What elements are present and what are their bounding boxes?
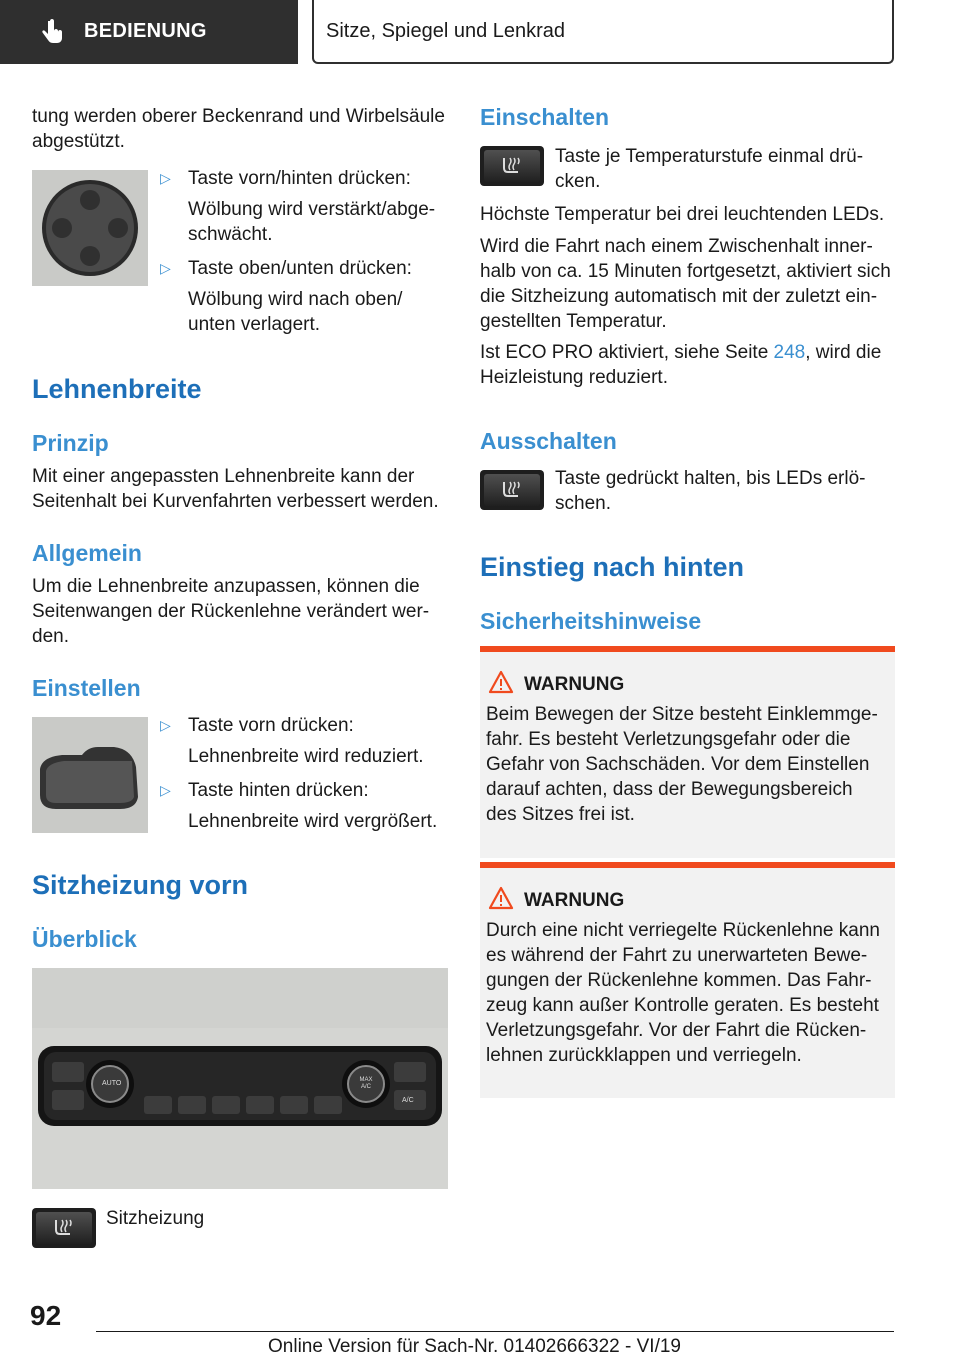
warning-text: Beim Bewegen der Sitze besteht Einklemmge-fahr. Es besteht Verletzungsgefahr oder die Gefahr von Sachschäden. Vor dem Einstellen darauf achten, dass der Bewegungsbereich des Sitzes frei ist. — [486, 704, 878, 825]
seat-heating-button-image — [480, 146, 544, 186]
warning-title: WARNUNG — [524, 674, 625, 695]
warning-text: Durch eine nicht verriegelte Rückenlehne kann es während der Fahrt zu unerwarteten Bewe-gungen der Rückenlehne kommen. Das Fahr-zeug kann außer Kontrolle geraten. Es besteht Verletzungsgefahr. Vor der Fahrt die Rücken-lehnen zurückklappen und verriegeln. — [486, 920, 880, 1066]
step-result: Lehnenbreite wird reduziert. — [188, 746, 424, 767]
seat-heating-button-image — [32, 1208, 96, 1248]
seat-heating-caption: Sitzheizung — [106, 1208, 205, 1229]
triangle-bullet-icon: ▷ — [160, 782, 171, 798]
step-action: Taste vorn drücken: — [188, 715, 354, 736]
step-action: Taste hinten drücken: — [188, 780, 369, 801]
lumbar-button-image — [32, 170, 148, 286]
page-link-248[interactable]: 248 — [773, 342, 806, 363]
intro-text: tung werden oberer Beckenrand und Wirbelsäule abgestützt. — [32, 106, 445, 152]
heading-einschalten: Einschalten — [480, 104, 610, 130]
allgemein-text: Um die Lehnenbreite anzupassen, können die Seitenwangen der Rückenlehne verändert wer-den. — [32, 576, 430, 647]
seat-heating-icon — [500, 480, 524, 500]
warning-triangle-icon — [488, 670, 514, 694]
seat-heating-icon — [500, 156, 524, 176]
eco-pro-text — [480, 340, 895, 390]
auto-resume-text: Wird die Fahrt nach einem Zwischenhalt inner-halb von ca. 15 Minuten fortgesetzt, aktiviert sich die Sitzheizung automatisch mit der zuletzt ein-gestellten Temperatur. — [480, 236, 891, 332]
warning-box-2 — [480, 862, 895, 1098]
lumbar-step-2 — [160, 256, 450, 337]
max-temp-text: Höchste Temperatur bei drei leuchtenden LEDs. — [480, 204, 885, 225]
step-action: Taste vorn/hinten drücken: — [188, 168, 411, 189]
triangle-bullet-icon: ▷ — [160, 717, 171, 733]
step-result: Wölbung wird verstärkt/abge-schwächt. — [188, 199, 436, 245]
heading-einstellen: Einstellen — [32, 675, 141, 701]
width-step-1 — [160, 713, 450, 769]
seat-heating-icon — [52, 1218, 76, 1238]
ac-label: A/C — [402, 1097, 414, 1104]
eco-pro-text-pre: Ist ECO PRO aktiviert, siehe Seite — [480, 342, 774, 363]
heading-lehnenbreite: Lehnenbreite — [32, 374, 202, 404]
triangle-bullet-icon: ▷ — [160, 260, 171, 276]
hand-pointer-icon — [38, 18, 66, 46]
seat-heating-button-image — [480, 470, 544, 510]
chapter-box — [312, 0, 894, 64]
step-result: Lehnenbreite wird vergrößert. — [188, 811, 438, 832]
prinzip-text: Mit einer angepassten Lehnenbreite kann der Seitenhalt bei Kurvenfahrten verbessert werden. — [32, 466, 439, 512]
step-action: Taste oben/unten drücken: — [188, 258, 412, 279]
warning-box-1 — [480, 646, 895, 858]
footer-divider — [96, 1331, 894, 1332]
einschalten-text: Taste je Temperaturstufe einmal drü-cken. — [555, 146, 864, 192]
footer-online-version: Online Version für Sach-Nr. 01402666322 - VI/19 — [268, 1336, 681, 1357]
heading-ueberblick: Überblick — [32, 926, 137, 952]
step-result: Wölbung wird nach oben/ unten verlagert. — [188, 289, 403, 335]
section-label: BEDIENUNG — [84, 20, 207, 42]
auto-label: AUTO — [102, 1080, 122, 1087]
heading-sitzheizung: Sitzheizung vorn — [32, 870, 248, 900]
ausschalten-text: Taste gedrückt halten, bis LEDs erlö-schen. — [555, 468, 866, 514]
warning-triangle-icon — [488, 886, 514, 910]
heading-sicherheit: Sicherheitshinweise — [480, 608, 702, 634]
climate-panel-image — [32, 968, 448, 1189]
page-number: 92 — [30, 1300, 62, 1331]
heading-allgemein: Allgemein — [32, 540, 142, 566]
chapter-title: Sitze, Spiegel und Lenkrad — [326, 20, 566, 42]
max-ac-label: MAX A/C — [359, 1077, 373, 1090]
lumbar-step-1 — [160, 166, 450, 247]
width-button-image — [32, 717, 148, 833]
heading-ausschalten: Ausschalten — [480, 428, 617, 454]
eco-pro-text-post: , wird die Heizleistung reduziert. — [480, 342, 882, 388]
triangle-bullet-icon: ▷ — [160, 170, 171, 186]
heading-einstieg: Einstieg nach hinten — [480, 552, 745, 582]
section-tab[interactable] — [0, 0, 298, 64]
width-step-2 — [160, 778, 450, 834]
warning-title: WARNUNG — [524, 890, 625, 911]
heading-prinzip: Prinzip — [32, 430, 109, 456]
